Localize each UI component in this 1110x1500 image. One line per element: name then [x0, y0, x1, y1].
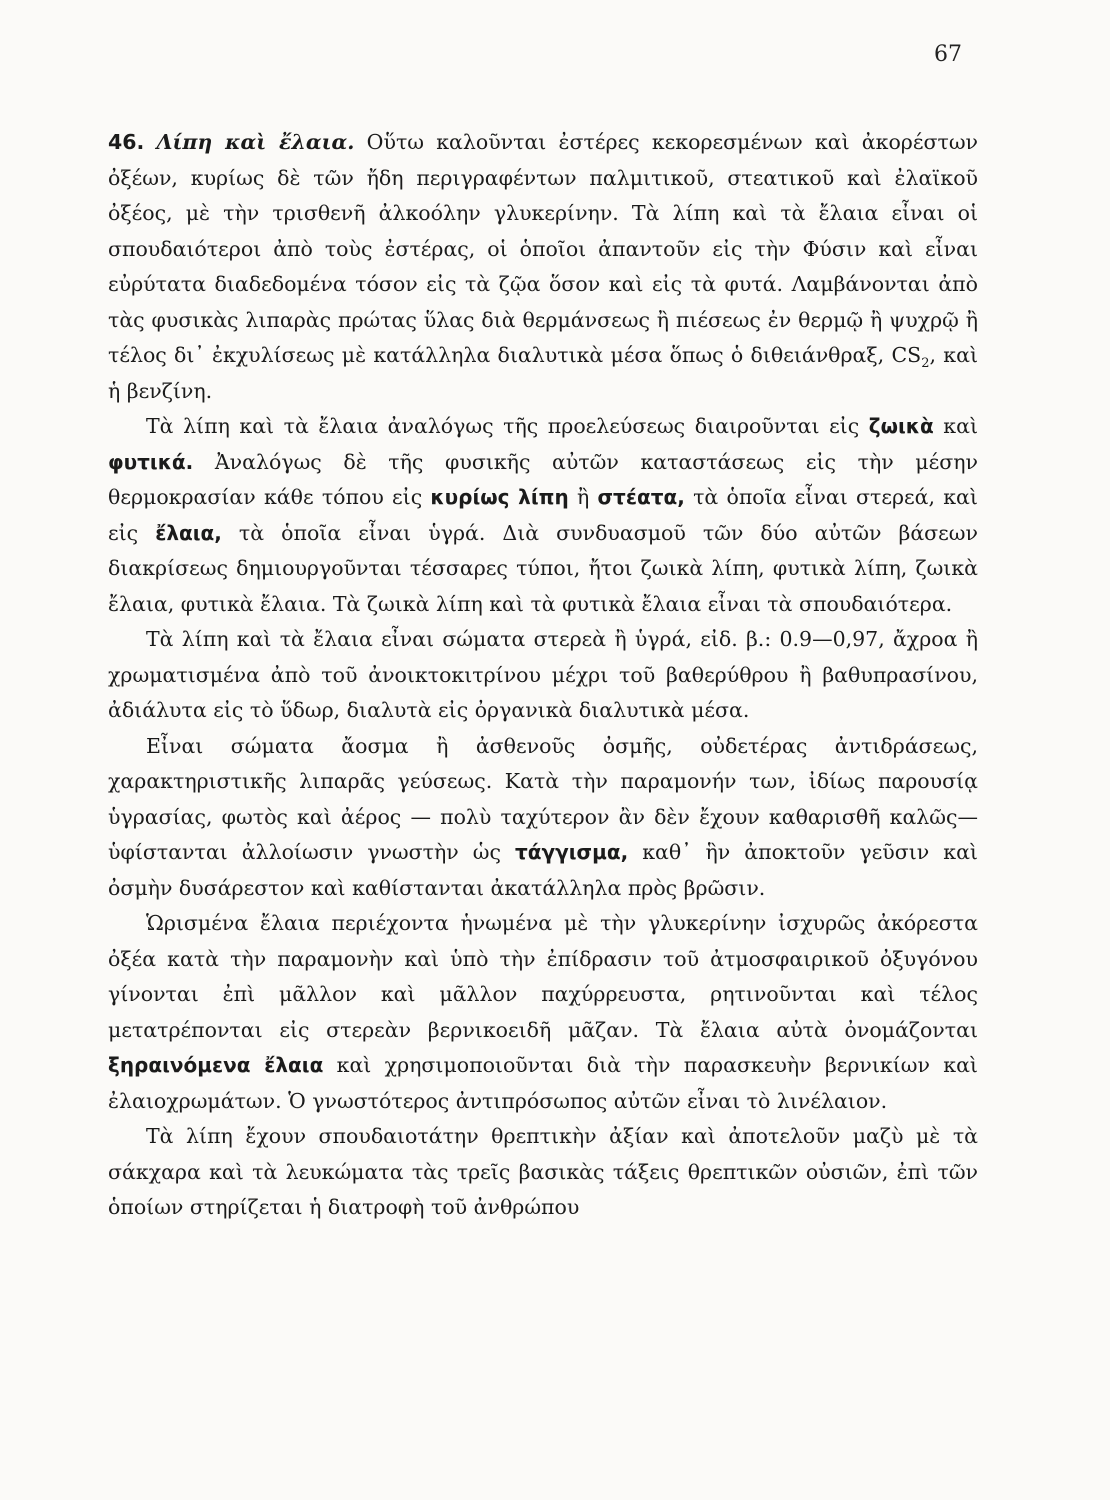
- bold-term: ξηραινόμενα ἔλαια: [108, 1053, 324, 1077]
- text-run: Εἶναι σώματα ἄοσμα ἢ ἀσθενοῦς ὀσμῆς, οὐδετέρας ἀντιδράσεως, χαρακτηριστικῆς λιπαρᾶς γεύσεως. Κατὰ τὴν παραμονήν των, ἰδίως παρουσίᾳ ὑγρασίας, φωτὸς καὶ ἀέρος — πολὺ ταχύτερον ἂν δὲν ἔχουν καθαρισθῆ καλῶς— ὑφίστανται ἀλλοίωσιν γνωστὴν ὡς: [108, 733, 978, 864]
- text-run: τὰ ὁποῖα εἶναι ὑγρά. Διὰ συνδυασμοῦ τῶν δύο αὐτῶν βάσεων διακρίσεως δημιουργοῦνται τέσσαρες τύποι, ἤτοι ζωικὰ λίπη, φυτικὰ λίπη, ζωικὰ ἔλαια, φυτικὰ ἔλαια. Τὰ ζωικὰ λίπη καὶ τὰ φυτικὰ ἔλαια εἶναι τὰ σπουδαιότερα.: [108, 520, 978, 616]
- body-text: [108, 125, 978, 1226]
- text-run: καὶ χρησιμοποιοῦνται διὰ τὴν παρασκευὴν βερνικίων καὶ ἐλαιοχρωμάτων. Ὁ γνωστότερος ἀντιπρόσωπος αὐτῶν εἶναι τὸ λινέλαιον.: [108, 1053, 978, 1113]
- bold-term: τάγγισμα,: [515, 840, 629, 864]
- paragraph-2: [108, 409, 978, 622]
- text-run: Ἀναλόγως δὲ τῆς φυσικῆς αὐτῶν καταστάσεως εἰς τὴν μέσην θερμοκρασίαν κάθε τόπου εἰς: [108, 449, 978, 509]
- paragraph-1-text: Οὕτω καλοῦνται ἐστέρες κεκορεσμένων καὶ ἀκορέστων ὀξέων, κυρίως δὲ τῶν ἤδη περιγραφέντων παλμιτικοῦ, στεατικοῦ καὶ ἐλαϊκοῦ ὀξέος, μὲ τὴν τρισθενῆ ἀλκοόλην γλυκερίνην. Τὰ λίπη καὶ τὰ ἔλαια εἶναι οἱ σπουδαιότεροι ἀπὸ τοὺς ἐστέρας, οἱ ὁποῖοι ἀπαντοῦν εἰς τὴν Φύσιν καὶ εἶναι εὐρύτατα διαδεδομένα τόσον εἰς τὰ ζῷα ὅσον καὶ εἰς τὰ φυτά. Λαμβάνονται ἀπὸ τὰς φυσικὰς λιπαρὰς πρώτας ὕλας διὰ θερμάνσεως ἢ πιέσεως ἐν θερμῷ ἢ ψυχρῷ ἢ τέλος δι᾿ ἐκχυλίσεως μὲ κατάλληλα διαλυτικὰ μέσα ὅπως ὁ διθειάνθραξ,: [108, 130, 978, 367]
- paragraph-5: [108, 906, 978, 1119]
- bold-term: φυτικά.: [108, 449, 194, 474]
- paragraph-6: Τὰ λίπη ἔχουν σπουδαιοτάτην θρεπτικὴν ἀξίαν καὶ ἀποτελοῦν μαζὺ μὲ τὰ σάκχαρα καὶ τὰ λευκώματα τὰς τρεῖς βασικὰς τάξεις θρεπτικῶν οὐσιῶν, ἐπὶ τῶν ὁποίων στηρίζεται ἡ διατροφὴ τοῦ ἀνθρώπου: [108, 1124, 978, 1219]
- bold-term: κυρίως λίπη: [430, 485, 569, 509]
- section-number: 46.: [108, 130, 145, 154]
- paragraph-1: [108, 125, 978, 409]
- text-run: καθ᾿ ἣν ἀποκτοῦν γεῦσιν καὶ ὀσμὴν δυσάρεστον καὶ καθίστανται ἀκατάλληλα πρὸς βρῶσιν.: [108, 840, 978, 900]
- text-run: Τὰ λίπη καὶ τὰ ἔλαια ἀναλόγως τῆς προελεύσεως διαιροῦνται εἰς: [146, 414, 860, 438]
- paragraph-1-end: , καὶ ἡ βενζίνη.: [108, 343, 978, 403]
- paragraph-3: Τὰ λίπη καὶ τὰ ἔλαια εἶναι σώματα στερεὰ ἢ ὑγρά, εἰδ. β.: 0.9—0,97, ἄχροα ἢ χρωματισμένα ἀπὸ τοῦ ἀνοικτοκιτρίνου μέχρι τοῦ βαθερύθρου ἢ βαθυπρασίνου, ἀδιάλυτα εἰς τὸ ὕδωρ, διαλυτὰ εἰς ὀργανικὰ διαλυτικὰ μέσα.: [108, 627, 978, 722]
- text-run: ἢ: [576, 485, 590, 509]
- text-run: τὰ ὁποῖα εἶναι στερεά, καὶ εἰς: [108, 485, 978, 545]
- paragraph-4: [108, 729, 978, 907]
- bold-term: στέατα,: [597, 485, 685, 509]
- page-number: 67: [934, 42, 962, 67]
- section-title: Λίπη καὶ ἔλαια.: [156, 130, 355, 154]
- text-run: Ὡρισμένα ἔλαια περιέχοντα ἡνωμένα μὲ τὴν γλυκερίνην ἰσχυρῶς ἀκόρεστα ὀξέα κατὰ τὴν παραμονὴν καὶ ὑπὸ τὴν ἐπίδρασιν τοῦ ἀτμοσφαιρικοῦ ὀξυγόνου γίνονται ἐπὶ μᾶλλον καὶ μᾶλλον παχύρρευστα, ρητινοῦνται καὶ τέλος μετατρέπονται εἰς στερεὰν βερνικοειδῆ μᾶζαν. Τὰ ἔλαια αὐτὰ ὀνομάζονται: [108, 911, 978, 1042]
- bold-term: ζωικὰ: [868, 414, 934, 438]
- chemical-formula: $CS_2$: [891, 343, 930, 372]
- bold-term: ἔλαια,: [155, 520, 222, 545]
- text-run: καὶ: [943, 414, 978, 438]
